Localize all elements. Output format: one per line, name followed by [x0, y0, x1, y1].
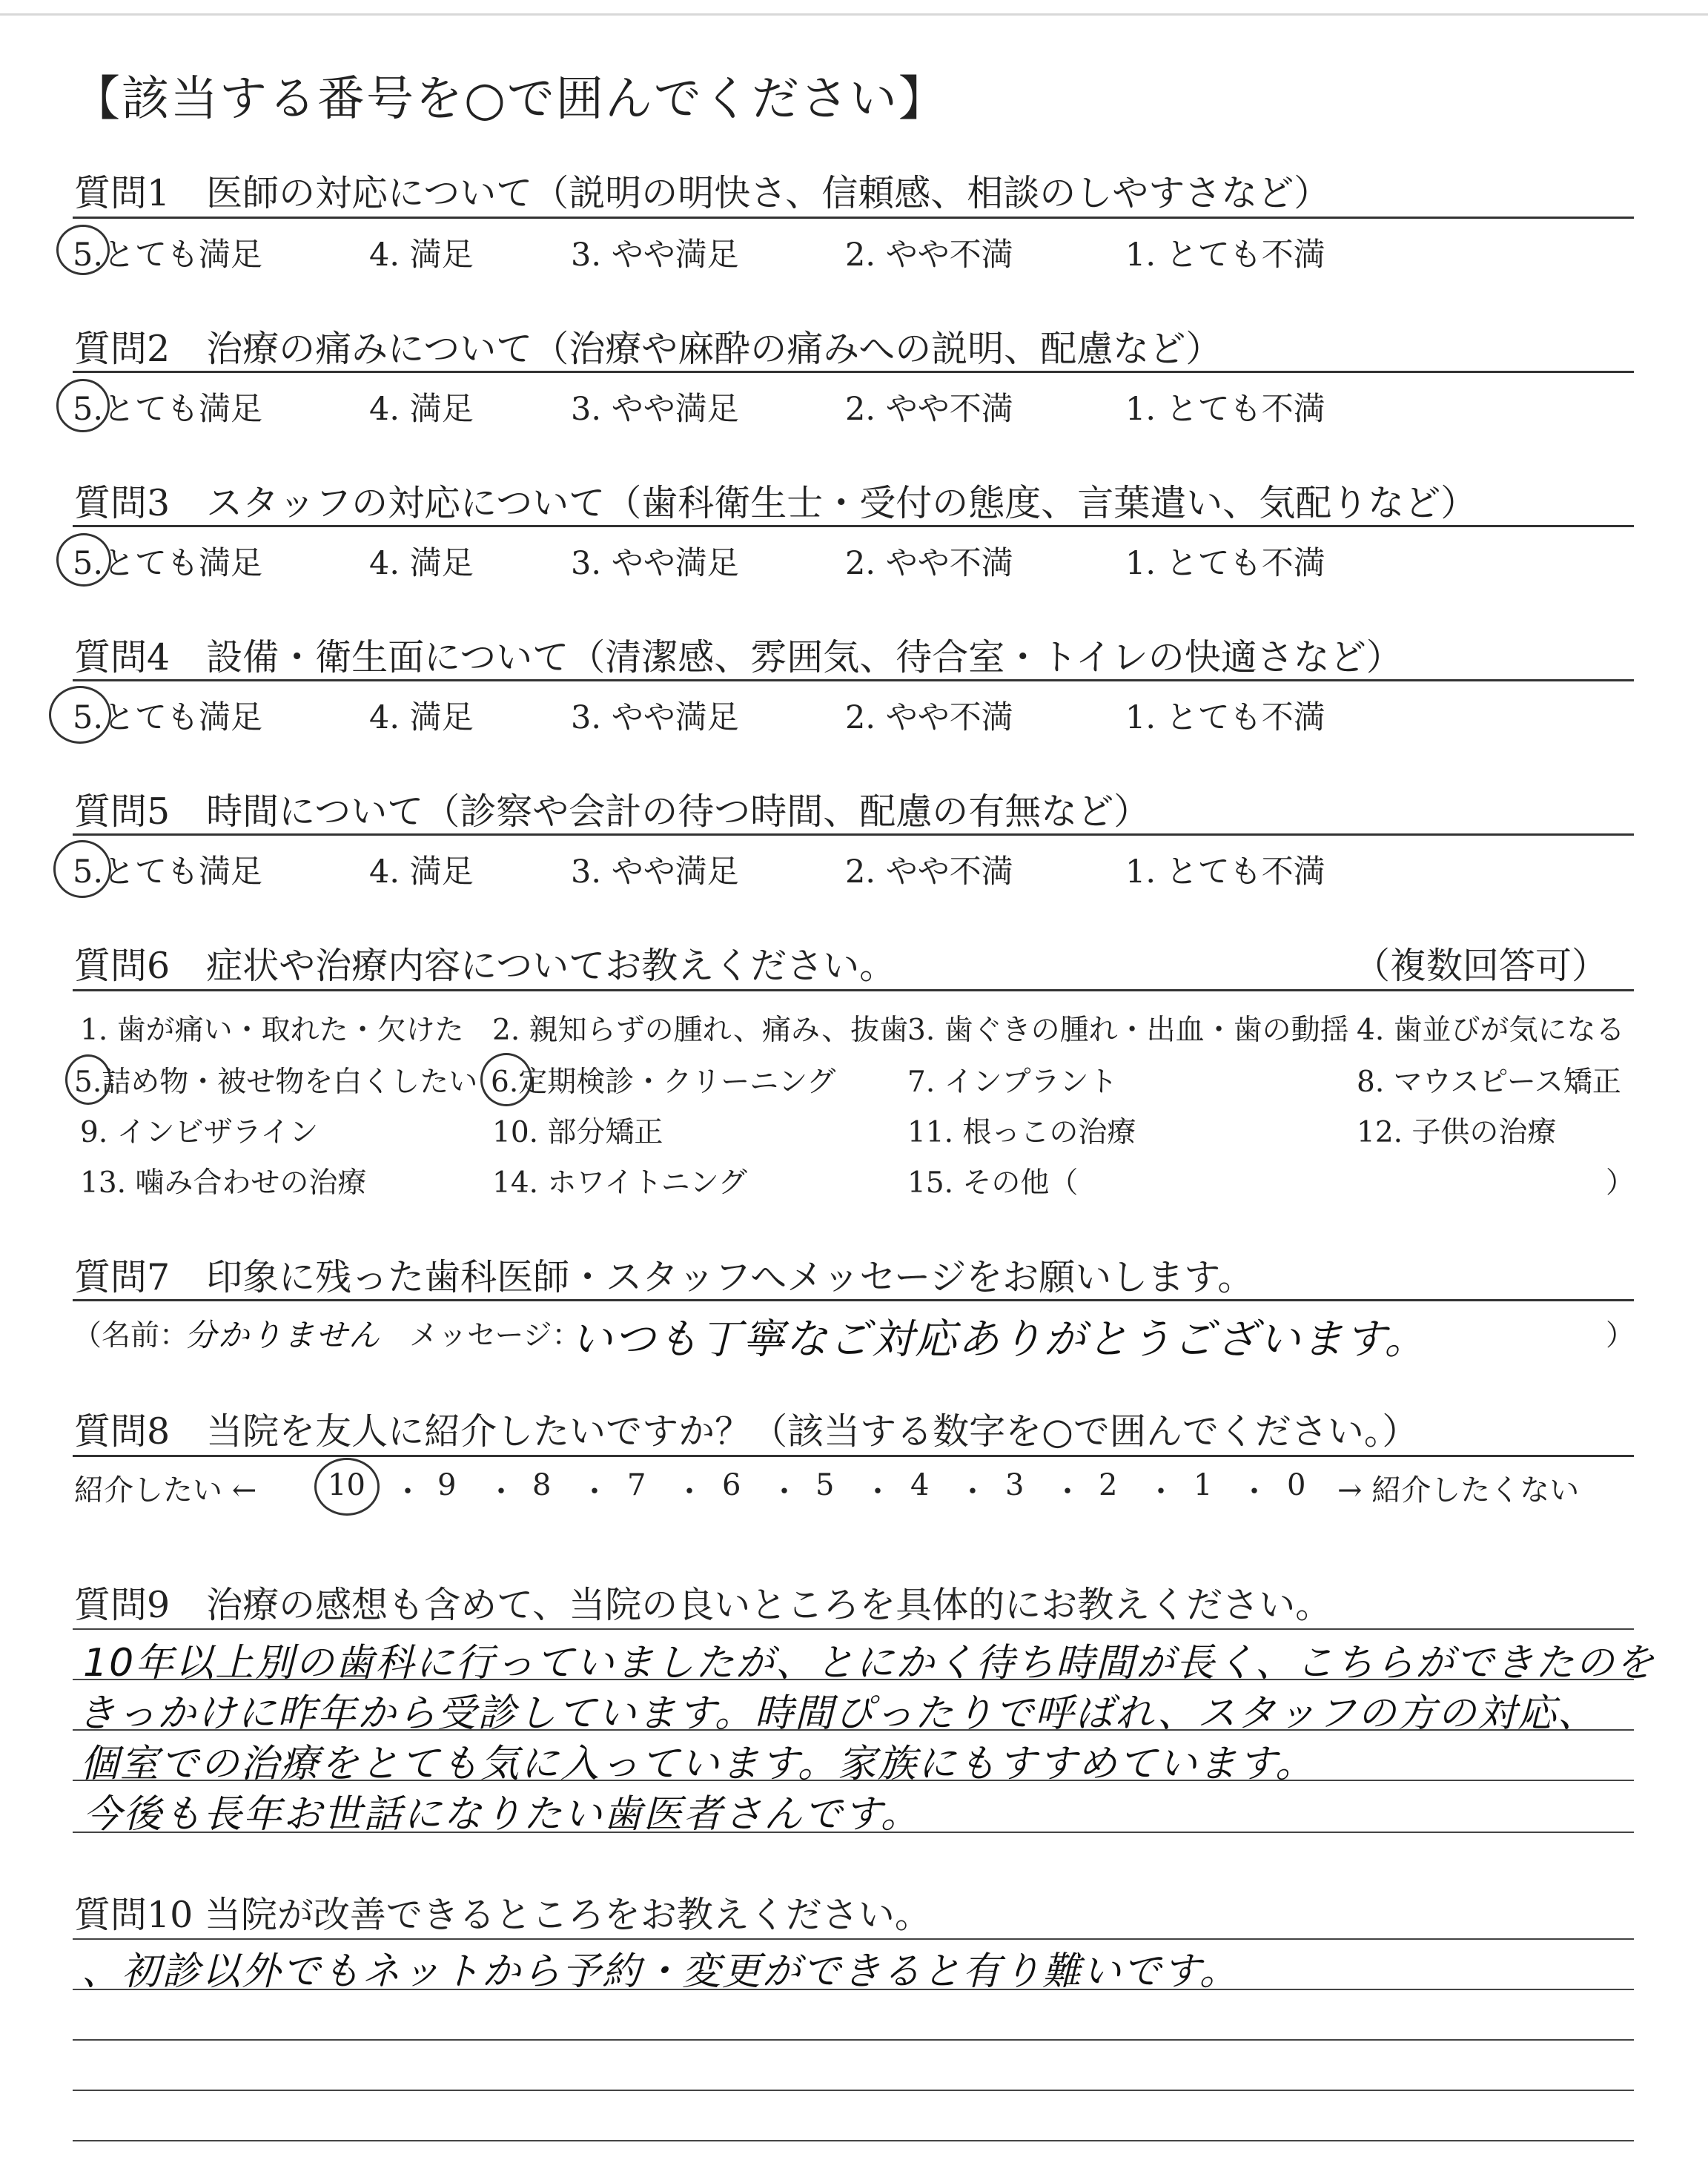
- q6-item-4[interactable]: 4. 歯並びが気になる: [1357, 1014, 1625, 1047]
- q6-item-9[interactable]: 9. インビザライン: [80, 1116, 319, 1149]
- q10-heading: 質問10 当院が改善できるところをお教えください。: [74, 1894, 931, 1936]
- q7-heading: 質問7 印象に残った歯科医師・スタッフへメッセージをお願いします。: [74, 1256, 1254, 1298]
- q8-scale-5[interactable]: 5: [815, 1468, 835, 1502]
- q4-heading: 質問4 設備・衛生面について（清潔感、雰囲気、待合室・トイレの快適さなど）: [74, 636, 1403, 678]
- q1-rule: [73, 217, 1634, 219]
- q3-option-5[interactable]: 5.とても満足: [73, 545, 263, 582]
- q6-rule: [73, 989, 1634, 991]
- q5-option-2[interactable]: 2. やや不満: [845, 853, 1013, 891]
- q6-item-11[interactable]: 11. 根っこの治療: [907, 1116, 1136, 1149]
- q8-scale-0[interactable]: 0: [1287, 1468, 1306, 1502]
- q9-answer-line-2[interactable]: きっかけに昨年から受診しています。時間ぴったりで呼ばれ、スタッフの方の対応、: [77, 1691, 1598, 1736]
- q7-message-label: メッセージ：: [409, 1319, 581, 1353]
- q5-heading: 質問5 時間について（診察や会計の待つ時間、配慮の有無など）: [74, 790, 1151, 833]
- q2-rule: [73, 371, 1634, 373]
- q3-option-2[interactable]: 2. やや不満: [845, 545, 1013, 582]
- q6-item-15[interactable]: 15. その他（: [907, 1166, 1079, 1200]
- q4-rule: [73, 679, 1634, 681]
- q8-scale-9[interactable]: 9: [437, 1468, 457, 1502]
- q2-option-4[interactable]: 4. 満足: [369, 391, 474, 428]
- q7-rule: [73, 1299, 1634, 1301]
- q8-scale-6[interactable]: 6: [722, 1468, 741, 1502]
- q1-option-4[interactable]: 4. 満足: [369, 237, 474, 274]
- q5-option-5[interactable]: 5.とても満足: [73, 853, 263, 891]
- q3-option-1[interactable]: 1. とても不満: [1125, 545, 1325, 582]
- q8-scale-sep: ・: [580, 1475, 609, 1509]
- q3-option-4[interactable]: 4. 満足: [369, 545, 474, 582]
- q6-note: （複数回答可）: [1354, 945, 1609, 987]
- q2-option-3[interactable]: 3. やや満足: [571, 391, 739, 428]
- q6-item-1[interactable]: 1. 歯が痛い・取れた・欠けた: [80, 1014, 464, 1047]
- q1-option-2[interactable]: 2. やや不満: [845, 237, 1013, 274]
- q5-option-4[interactable]: 4. 満足: [369, 853, 474, 891]
- q3-rule: [73, 525, 1634, 527]
- q7-name-value[interactable]: 分かりません: [185, 1317, 382, 1353]
- q6-item-5[interactable]: 5.詰め物・被せ物を白くしたい: [74, 1066, 478, 1099]
- q8-scale-2[interactable]: 2: [1099, 1468, 1118, 1502]
- q2-option-1[interactable]: 1. とても不満: [1125, 391, 1325, 428]
- q6-item-7[interactable]: 7. インプラント: [907, 1066, 1118, 1099]
- q2-option-2[interactable]: 2. やや不満: [845, 391, 1013, 428]
- q4-option-5[interactable]: 5.とても満足: [73, 699, 263, 736]
- q3-option-3[interactable]: 3. やや満足: [571, 545, 739, 582]
- q8-scale-10[interactable]: 10: [328, 1468, 365, 1502]
- q3-heading: 質問3 スタッフの対応について（歯科衛生士・受付の態度、言葉遣い、気配りなど）: [74, 482, 1477, 524]
- q8-scale-sep: ・: [769, 1475, 799, 1509]
- q8-scale-3[interactable]: 3: [1005, 1468, 1025, 1502]
- q8-scale-sep: ・: [1053, 1475, 1082, 1509]
- q9-heading: 質問9 治療の感想も含めて、当院の良いところを具体的にお教えください。: [74, 1584, 1332, 1626]
- q6-item-13[interactable]: 13. 噛み合わせの治療: [80, 1166, 367, 1200]
- q10-line: [73, 2039, 1634, 2041]
- scan-top-edge: [0, 13, 1708, 16]
- page-title: 【該当する番号を○で囲んでください】: [73, 72, 947, 127]
- q8-scale-sep: ・: [958, 1475, 987, 1509]
- q6-item-8[interactable]: 8. マウスピース矯正: [1357, 1066, 1621, 1099]
- q4-option-2[interactable]: 2. やや不満: [845, 699, 1013, 736]
- q6-item-12[interactable]: 12. 子供の治療: [1357, 1116, 1557, 1149]
- q8-scale-4[interactable]: 4: [910, 1468, 930, 1502]
- q5-option-1[interactable]: 1. とても不満: [1125, 853, 1325, 891]
- q7-name-label: （名前：: [73, 1319, 189, 1353]
- q6-item-15-close: ）: [1606, 1166, 1635, 1200]
- q6-item-2[interactable]: 2. 親知らずの腫れ、痛み、抜歯: [492, 1014, 909, 1047]
- q6-item-10[interactable]: 10. 部分矯正: [492, 1116, 663, 1149]
- q1-option-1[interactable]: 1. とても不満: [1125, 237, 1325, 274]
- q5-rule: [73, 833, 1634, 836]
- q8-scale-sep: ・: [1146, 1475, 1176, 1509]
- q2-option-5[interactable]: 5.とても満足: [73, 391, 263, 428]
- q4-option-1[interactable]: 1. とても不満: [1125, 699, 1325, 736]
- q7-close: ）: [1606, 1319, 1635, 1353]
- q6-item-6[interactable]: 6.定期検診・クリーニング: [491, 1066, 836, 1099]
- q8-scale-8[interactable]: 8: [532, 1468, 552, 1502]
- q1-option-3[interactable]: 3. やや満足: [571, 237, 739, 274]
- q7-message-value[interactable]: いつも丁寧なご対応ありがとうございます。: [571, 1315, 1428, 1364]
- q6-item-14[interactable]: 14. ホワイトニング: [492, 1166, 747, 1200]
- q10-line: [73, 2090, 1634, 2091]
- q9-line: [73, 1628, 1634, 1630]
- q8-scale-sep: ・: [1239, 1475, 1269, 1509]
- q4-option-4[interactable]: 4. 満足: [369, 699, 474, 736]
- q8-scale-sep: ・: [863, 1475, 893, 1509]
- q8-left-label: 紹介したい ←: [74, 1473, 257, 1507]
- q9-answer-line-3[interactable]: 個室での治療をとても気に入っています。家族にもすすめています。: [80, 1742, 1316, 1786]
- q6-heading: 質問6 症状や治療内容についてお教えください。: [74, 945, 896, 987]
- q8-scale-7[interactable]: 7: [627, 1468, 646, 1502]
- q8-scale-sep: ・: [393, 1475, 423, 1509]
- q9-answer-line-4[interactable]: 今後も長年お世話になりたい歯医者さんです。: [83, 1792, 921, 1837]
- q6-item-3[interactable]: 3. 歯ぐきの腫れ・出血・歯の動揺: [907, 1014, 1349, 1047]
- q8-scale-1[interactable]: 1: [1194, 1468, 1213, 1502]
- q2-heading: 質問2 治療の痛みについて（治療や麻酔の痛みへの説明、配慮など）: [74, 328, 1222, 370]
- q8-scale-sep: ・: [486, 1475, 516, 1509]
- q8-scale-sep: ・: [675, 1475, 704, 1509]
- q4-option-3[interactable]: 3. やや満足: [571, 699, 739, 736]
- q10-answer-line-1[interactable]: 、初診以外でもネットから予約・変更ができると有り難いです。: [82, 1949, 1239, 1994]
- q8-right-label: → 紹介したくない: [1337, 1473, 1580, 1507]
- q9-answer-line-1[interactable]: 10年以上別の歯科に行っていましたが、とにかく待ち時間が長く、こちらができたのを: [83, 1641, 1656, 1685]
- q1-option-5[interactable]: 5.とても満足: [73, 237, 263, 274]
- q5-option-3[interactable]: 3. やや満足: [571, 853, 739, 891]
- q1-heading: 質問1 医師の対応について（説明の明快さ、信頼感、相談のしやすさなど）: [74, 172, 1331, 214]
- q10-line: [73, 2140, 1634, 2141]
- q8-heading: 質問8 当院を友人に紹介したいですか？（該当する数字を○で囲んでください。）: [74, 1410, 1419, 1453]
- q8-rule: [73, 1455, 1634, 1457]
